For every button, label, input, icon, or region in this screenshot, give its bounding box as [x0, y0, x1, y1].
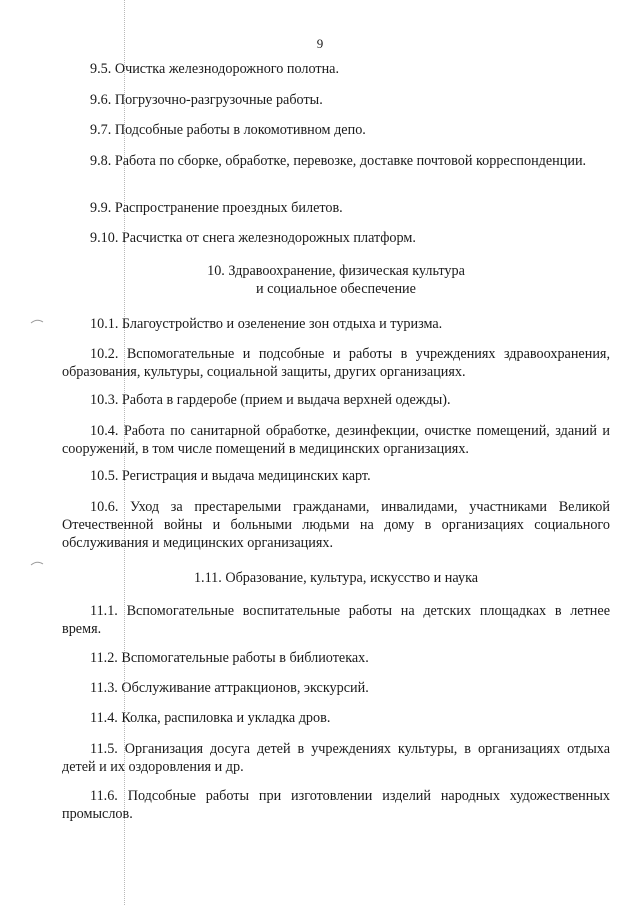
item-11-6: 11.6. Подсобные работы при изготовлении изделий народных художественных промыслов.: [62, 788, 610, 822]
item-10-1: 10.1. Благоустройство и озеленение зон отдыха и туризма.: [90, 316, 443, 332]
item-9-8: 9.8. Работа по сборке, обработке, перевозке, доставке почтовой корреспонденции.: [90, 153, 587, 169]
item-10-3: 10.3. Работа в гардеробе (прием и выдача верхней одежды).: [90, 392, 451, 408]
item-11-5: 11.5. Организация досуга детей в учреждениях культуры, в организациях отдыха детей и их оздоровления и др.: [62, 741, 610, 775]
item-9-5: 9.5. Очистка железнодорожного полотна.: [90, 61, 340, 77]
page-number: 9: [316, 36, 324, 51]
item-11-1: 11.1. Вспомогательные воспитательные работы на детских площадках в летнее время.: [62, 603, 610, 637]
item-11-3: 11.3. Обслуживание аттракционов, экскурсий.: [90, 680, 369, 696]
section-heading-11: [62, 569, 610, 587]
hole-punch-mark: [30, 560, 44, 566]
item-11-2: 11.2. Вспомогательные работы в библиотеках.: [90, 650, 369, 666]
hole-punch-mark: [30, 318, 44, 324]
section-heading-10: [62, 262, 610, 298]
item-10-6: 10.6. Уход за престарелыми гражданами, инвалидами, участниками Великой Отечественной войны и больными людьми на дому в организациях социального обслуживания и медицинских организациях.: [62, 499, 610, 551]
item-9-7: 9.7. Подсобные работы в локомотивном депо.: [90, 122, 366, 138]
item-10-2: 10.2. Вспомогательные и подсобные и работы в учреждениях здравоохранения, образования, культуры, социальной защиты, других организациях.: [62, 346, 610, 380]
item-9-6: 9.6. Погрузочно-разгрузочные работы.: [90, 92, 323, 108]
item-9-9: 9.9. Распространение проездных билетов.: [90, 200, 343, 216]
item-10-4: 10.4. Работа по санитарной обработке, дезинфекции, очистке помещений, зданий и сооружений, в том числе помещений в медицинских организациях.: [62, 423, 610, 457]
section-heading-10-line1: 10. Здравоохранение, физическая культура: [207, 263, 465, 279]
section-heading-11-text: 1.11. Образование, культура, искусство и наука: [193, 570, 479, 586]
item-9-10: 9.10. Расчистка от снега железнодорожных платформ.: [90, 230, 416, 246]
item-11-4: 11.4. Колка, распиловка и укладка дров.: [90, 710, 331, 726]
section-heading-10-line2: и социальное обеспечение: [256, 281, 416, 297]
item-10-5: 10.5. Регистрация и выдача медицинских карт.: [90, 468, 371, 484]
